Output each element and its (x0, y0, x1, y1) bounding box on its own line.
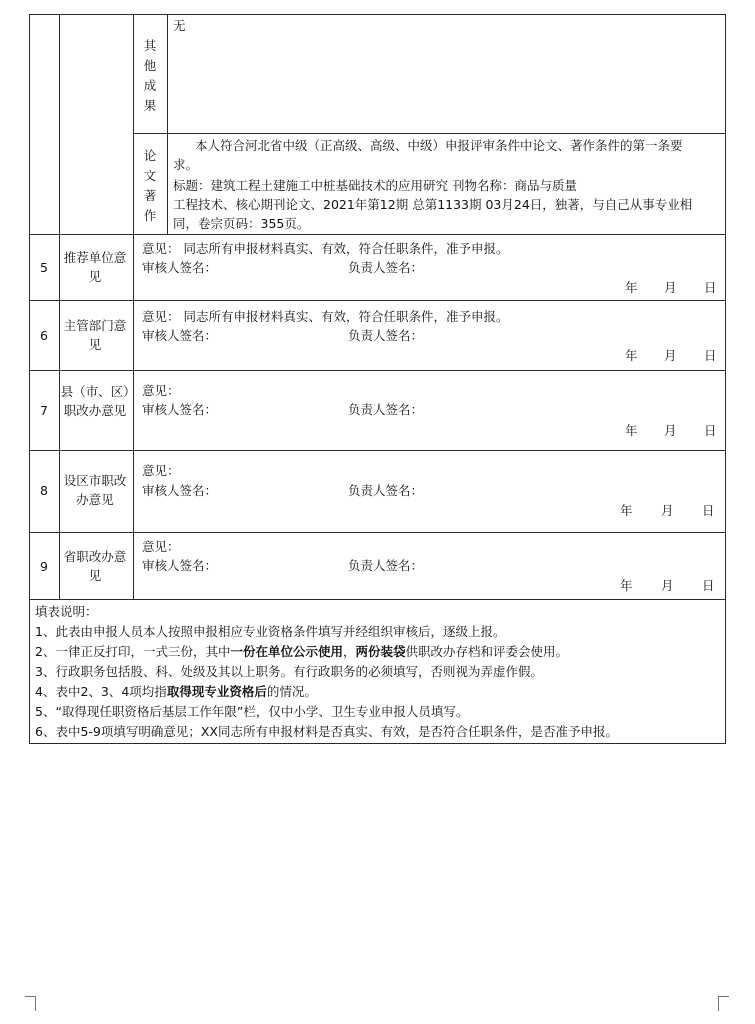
table-bottom-border (29, 743, 726, 744)
opinion-text: 意见： (142, 463, 180, 478)
reviewer-signature-label: 审核人签名： (142, 328, 218, 343)
label-char: 他 (143, 58, 157, 73)
date-day: 日 (704, 348, 717, 363)
instructions-title: 填表说明： (35, 604, 98, 619)
table-top-border (29, 14, 726, 15)
row-divider-notes (29, 599, 726, 600)
opinion-text: 意见： 同志所有申报材料真实、有效，符合任职条件，准予申报。 (142, 309, 509, 324)
date-month: 月 (661, 578, 674, 593)
papers-line: 标题：建筑工程土建施工中桩基础技术的应用研究 刊物名称：商品与质量 (173, 178, 577, 193)
page-corner-mark (25, 996, 36, 1011)
row-number: 9 (40, 559, 48, 574)
row-divider-8 (29, 450, 726, 451)
row-number: 7 (40, 403, 48, 418)
row-label: 推荐单位意见 (63, 250, 127, 284)
reviewer-signature-label: 审核人签名： (142, 260, 218, 275)
label-char: 论 (143, 148, 157, 163)
instruction-item: 5、“取得现任职资格后基层工作年限”栏，仅中小学、卫生专业申报人员填写。 (35, 704, 469, 719)
date-day: 日 (704, 423, 717, 438)
label-char: 著 (143, 188, 157, 203)
papers-line: 求。 (173, 157, 199, 172)
instruction-item: 6、表中5-9项填写明确意见；XX同志所有申报材料是否真实、有效，是否符合任职条件，是否准予申报。 (35, 724, 618, 739)
opinion-text: 意见： (142, 539, 180, 554)
row-label: 主管部门意见 (63, 318, 127, 352)
date-month: 月 (664, 423, 677, 438)
date-day: 日 (704, 280, 717, 295)
opinion-text: 意见： (142, 383, 180, 398)
date-month: 月 (664, 348, 677, 363)
label-char: 其 (143, 38, 157, 53)
date-month: 月 (661, 503, 674, 518)
row-divider-5 (29, 234, 726, 235)
instruction-item: 2、一律正反打印，一式三份，其中一份在单位公示使用，两份装袋供职改办存档和评委会使用。 (35, 644, 569, 659)
instruction-item: 3、行政职务包括股、科、处级及其以上职务。有行政职务的必须填写，否则视为弄虚作假。 (35, 664, 543, 679)
col-divider-sublabel (167, 14, 168, 234)
instruction-item: 1、此表由申报人员本人按照申报相应专业资格条件填写并经组织审核后，逐级上报。 (35, 624, 506, 639)
date-year: 年 (625, 423, 638, 438)
row-label: 省职改办意见 (63, 549, 127, 583)
reviewer-signature-label: 审核人签名： (142, 483, 218, 498)
row-number: 8 (40, 483, 48, 498)
page-corner-mark (718, 996, 729, 1011)
date-year: 年 (620, 503, 633, 518)
instruction-item: 4、表中2、3、4项均指取得现专业资格后的情况。 (35, 684, 317, 699)
row-divider-7 (29, 370, 726, 371)
label-char: 作 (143, 208, 157, 223)
papers-line: 本人符合河北省中级（正高级、高级、中级）申报评审条件中论文、著作条件的第一条要 (195, 138, 683, 153)
opinion-text: 意见： 同志所有申报材料真实、有效，符合任职条件，准予申报。 (142, 241, 509, 256)
other-achievements-value: 无 (173, 18, 186, 33)
date-day: 日 (702, 503, 715, 518)
reviewer-signature-label: 审核人签名： (142, 558, 218, 573)
leader-signature-label: 负责人签名： (348, 402, 424, 417)
date-month: 月 (664, 280, 677, 295)
row-number: 5 (40, 260, 48, 275)
reviewer-signature-label: 审核人签名： (142, 402, 218, 417)
row-divider-other (133, 133, 726, 134)
label-char: 成 (143, 78, 157, 93)
label-char: 果 (143, 98, 157, 113)
leader-signature-label: 负责人签名： (348, 328, 424, 343)
row-number: 6 (40, 328, 48, 343)
date-year: 年 (625, 348, 638, 363)
table-left-border (29, 14, 30, 744)
col-divider-num (59, 14, 60, 599)
row-divider-9 (29, 532, 726, 533)
date-year: 年 (625, 280, 638, 295)
row-label: 县（市、区）职改办意见 (60, 384, 130, 418)
row-label: 设区市职改办意见 (63, 473, 127, 507)
leader-signature-label: 负责人签名： (348, 558, 424, 573)
leader-signature-label: 负责人签名： (348, 483, 424, 498)
date-year: 年 (620, 578, 633, 593)
papers-line: 同，卷宗页码：355页。 (173, 216, 310, 231)
table-right-border (725, 14, 726, 744)
leader-signature-label: 负责人签名： (348, 260, 424, 275)
papers-line: 工程技术、核心期刊论文、2021年第12期 总第1133期 03月24日，独著，与自己从事专业相 (173, 197, 693, 212)
date-day: 日 (702, 578, 715, 593)
row-divider-6 (29, 300, 726, 301)
label-char: 文 (143, 168, 157, 183)
